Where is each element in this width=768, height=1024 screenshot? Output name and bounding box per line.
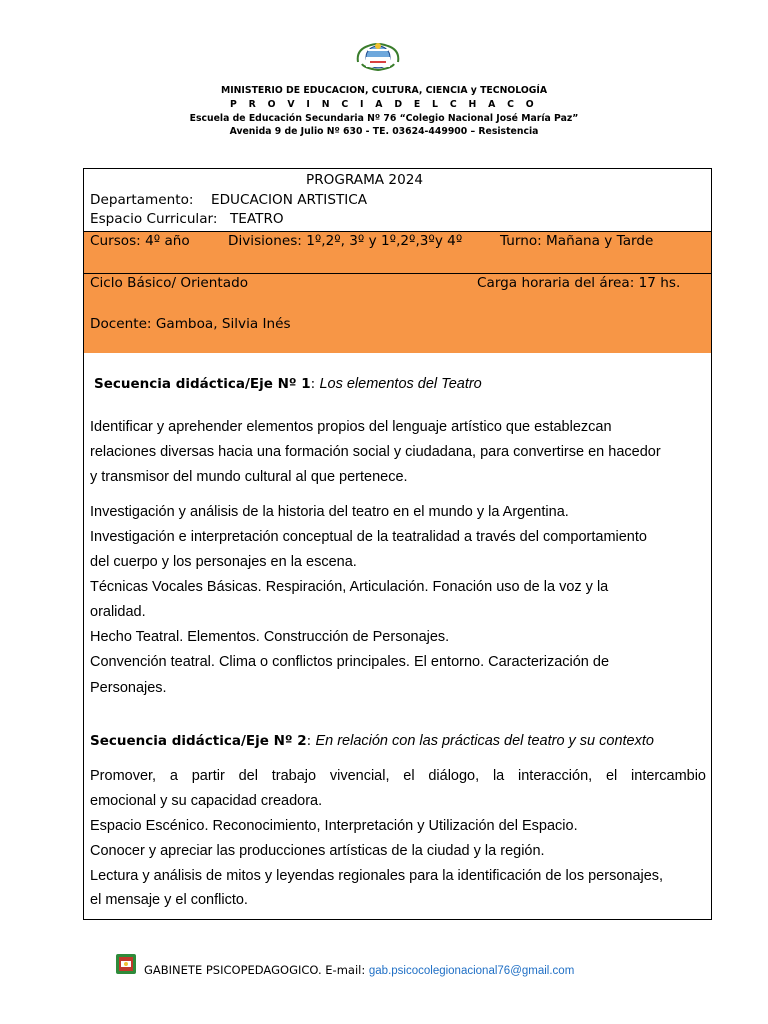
curricular-space-label: Espacio Curricular: bbox=[90, 211, 218, 227]
eje1-line: oralidad. bbox=[90, 604, 146, 620]
eje2-heading-italic: En relación con las prácticas del teatro y su contexto bbox=[315, 733, 654, 749]
eje2-heading-bold: Secuencia didáctica/Eje Nº 2 bbox=[90, 733, 307, 749]
eje2-heading-colon: : bbox=[306, 733, 316, 749]
eje1-line: Hecho Teatral. Elementos. Construcción de Personajes. bbox=[90, 629, 450, 645]
program-info-header bbox=[84, 169, 711, 231]
eje1-line: y transmisor del mundo cultural al que pertenece. bbox=[90, 469, 408, 485]
cycle-text: Ciclo Básico/ Orientado bbox=[90, 275, 249, 291]
eje2-line: Promover, a partir del trabajo vivencial, el diálogo, la interacción, el intercambio bbox=[90, 768, 706, 784]
shift-text: Turno: Mañana y Tarde bbox=[500, 233, 654, 249]
syllabus-content bbox=[83, 352, 712, 920]
eje2-line: Lectura y análisis de mitos y leyendas regionales para la identificación de los personajes, bbox=[90, 868, 664, 884]
divisions-text: Divisiones: 1º,2º, 3º y 1º,2º,3ºy 4º bbox=[228, 233, 463, 249]
eje1-line: Convención teatral. Clima o conflictos principales. El entorno. Caracterización de bbox=[90, 654, 610, 670]
eje2-line: emocional y su capacidad creadora. bbox=[90, 793, 323, 809]
eje1-line: Identificar y aprehender elementos propios del lenguaje artístico que establezcan bbox=[90, 419, 612, 435]
eje2-line: el mensaje y el conflicto. bbox=[90, 892, 248, 908]
eje1-heading-italic: Los elementos del Teatro bbox=[319, 376, 482, 392]
eje1-line: Personajes. bbox=[90, 680, 167, 696]
eje1-line: relaciones diversas hacia una formación social y ciudadana, para convertirse en hacedor bbox=[90, 444, 661, 460]
eje2-line: Conocer y apreciar las producciones artísticas de la ciudad y la región. bbox=[90, 843, 545, 859]
provincial-crest-icon bbox=[354, 40, 402, 74]
program-title: PROGRAMA 2024 bbox=[306, 172, 424, 188]
eje2-heading bbox=[90, 732, 654, 751]
eje1-heading-bold: Secuencia didáctica/Eje Nº 1 bbox=[94, 376, 311, 392]
eje1-line: Técnicas Vocales Básicas. Respiración, Articulación. Fonación uso de la voz y la bbox=[90, 579, 609, 595]
hours-text: Carga horaria del área: 17 hs. bbox=[477, 275, 681, 291]
curricular-space-value: TEATRO bbox=[230, 211, 284, 227]
footer-email-link[interactable]: gab.psicocolegionacional76@gmail.com bbox=[368, 965, 575, 977]
eje1-line: Investigación e interpretación conceptual de la teatralidad a través del comportamiento bbox=[90, 529, 647, 545]
province-line: P R O V I N C I A D E L C H A C O bbox=[230, 98, 538, 110]
teacher-text: Docente: Gamboa, Silvia Inés bbox=[90, 316, 291, 332]
ministry-line: MINISTERIO DE EDUCACION, CULTURA, CIENCIA y TECNOLOGÍA bbox=[220, 85, 548, 96]
header-block bbox=[0, 84, 768, 139]
eje1-line: del cuerpo y los personajes en la escena. bbox=[90, 554, 357, 570]
department-value: EDUCACION ARTISTICA bbox=[211, 192, 368, 208]
department-label: Departamento: bbox=[90, 192, 194, 208]
footer-contact bbox=[144, 963, 574, 977]
eje2-line: Espacio Escénico. Reconocimiento, Interpretación y Utilización del Espacio. bbox=[90, 818, 578, 834]
program-info-table bbox=[83, 168, 712, 352]
eje1-line: Investigación y análisis de la historia del teatro en el mundo y la Argentina. bbox=[90, 504, 569, 520]
school-name-line: Escuela de Educación Secundaria Nº 76 “Colegio Nacional José María Paz” bbox=[189, 112, 579, 124]
footer-label: GABINETE PSICOPEDAGOGICO. E-mail: bbox=[144, 963, 369, 977]
courses-text: Cursos: 4º año bbox=[90, 233, 190, 249]
course-info-shaded bbox=[84, 231, 711, 353]
school-address-line: Avenida 9 de Julio Nº 630 - TE. 03624-449900 – Resistencia bbox=[229, 126, 539, 138]
eje1-heading bbox=[94, 375, 482, 394]
school-logo-icon bbox=[115, 953, 137, 975]
eje1-heading-colon: : bbox=[310, 376, 320, 392]
